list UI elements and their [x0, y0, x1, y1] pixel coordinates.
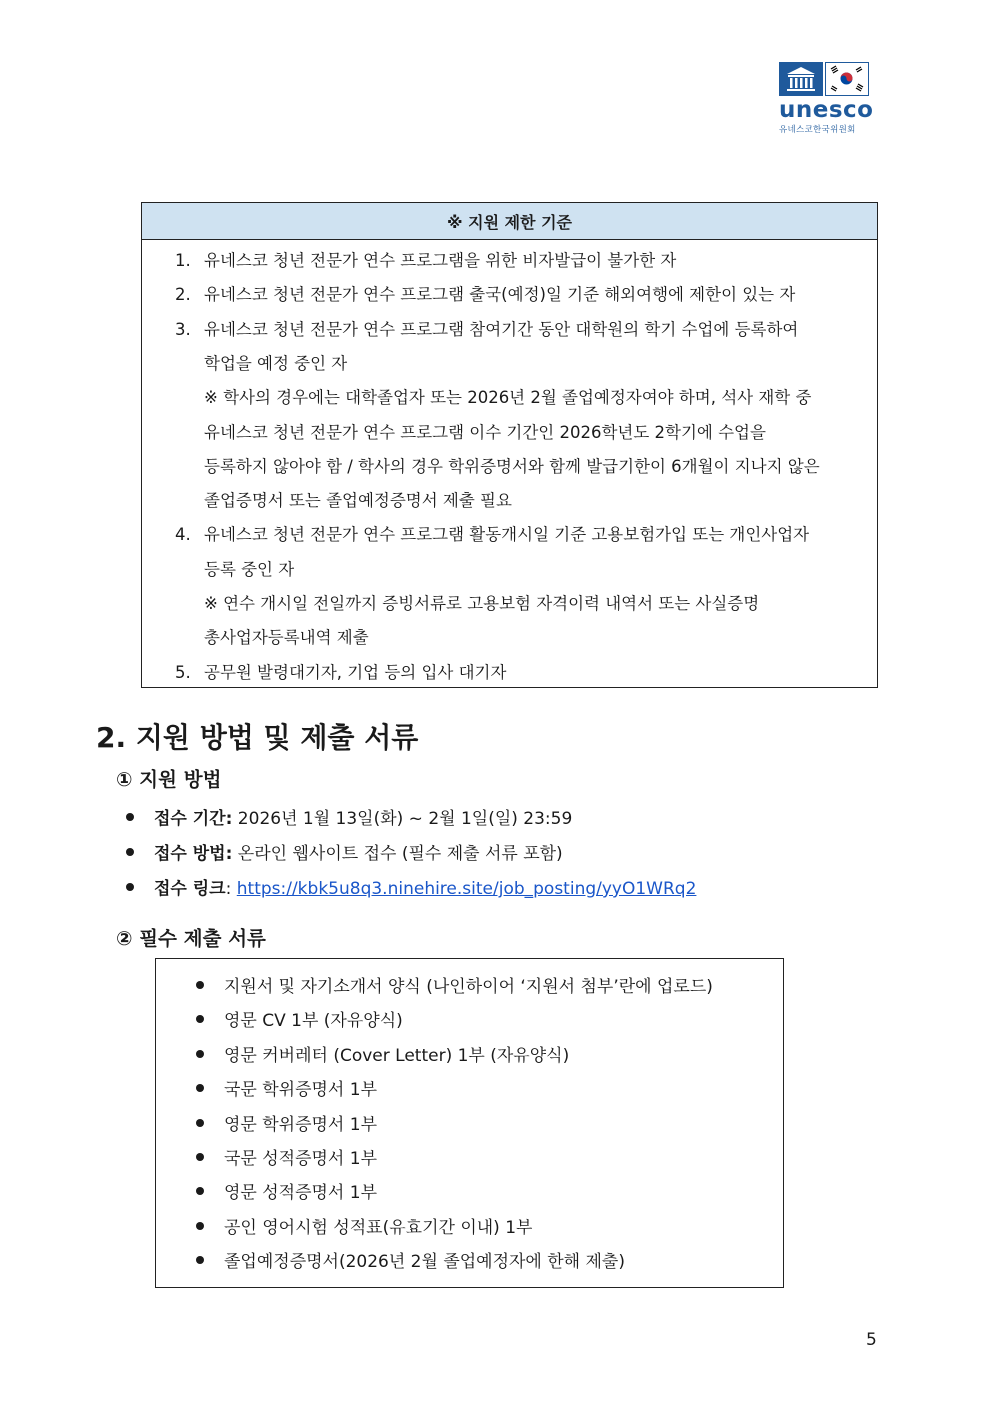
bullet-icon — [196, 1153, 204, 1161]
bullet-icon — [196, 1187, 204, 1195]
korean-flag-icon — [825, 62, 869, 96]
logo-subtitle: 유네스코한국위원회 — [779, 125, 856, 135]
restriction-line-text: 유네스코 청년 전문가 연수 프로그램 활동개시일 기준 고용보험가입 또는 개인사업자 — [204, 525, 810, 545]
bullet-icon — [126, 813, 134, 821]
bullet-icon — [196, 1222, 204, 1230]
method-item-label: 접수 링크 — [154, 879, 226, 899]
document-item-text: 영문 성적증명서 1부 — [224, 1183, 377, 1204]
bullet-icon — [196, 981, 204, 989]
restriction-line-text: 졸업증명서 또는 졸업예정증명서 제출 필요 — [204, 491, 512, 511]
document-item-text: 졸업예정증명서(2026년 2월 졸업예정자에 한해 제출) — [224, 1252, 625, 1273]
document-item — [196, 1251, 625, 1273]
section-title: 2. 지원 방법 및 제출 서류 — [96, 721, 419, 754]
restriction-line-text: 유네스코 청년 전문가 연수 프로그램을 위한 비자발급이 불가한 자 — [204, 251, 677, 270]
bullet-icon — [196, 1015, 204, 1023]
document-item — [196, 1045, 569, 1067]
method-subtitle: ① 지원 방법 — [116, 768, 222, 791]
bullet-icon — [196, 1256, 204, 1264]
restriction-line-number: 3. — [175, 319, 191, 339]
restriction-line-text: 유네스코 청년 전문가 연수 프로그램 참여기간 동안 대학원의 학기 수업에 등록하여 — [204, 319, 799, 339]
restriction-line-text: 공무원 발령대기자, 기업 등의 입사 대기자 — [204, 662, 507, 682]
restriction-line-number: 2. — [175, 285, 191, 305]
bullet-icon — [196, 1119, 204, 1127]
document-item-text: 지원서 및 자기소개서 양식 (나인하이어 ‘지원서 첨부’란에 업로드) — [224, 977, 713, 997]
method-item-label: 접수 기간: — [154, 809, 233, 829]
method-item-link — [126, 878, 696, 900]
restriction-criteria-box — [141, 202, 878, 688]
documents-subtitle: ② 필수 제출 서류 — [116, 927, 266, 950]
document-item-text: 국문 성적증명서 1부 — [224, 1149, 377, 1169]
restriction-header: ※ 지원 제한 기준 — [142, 203, 877, 240]
document-item-text: 영문 학위증명서 1부 — [224, 1114, 377, 1135]
restriction-line-number: 4. — [175, 525, 191, 545]
temple-icon — [779, 62, 823, 96]
restriction-line-text: 유네스코 청년 전문가 연수 프로그램 출국(예정)일 기준 해외여행에 제한이 있는 자 — [204, 285, 796, 305]
unesco-logo — [779, 62, 879, 135]
bullet-icon — [126, 848, 134, 856]
method-item-period — [126, 808, 572, 830]
document-item — [196, 1148, 377, 1170]
bullet-icon — [196, 1084, 204, 1092]
restriction-line-text: 등록하지 않아야 함 / 학사의 경우 학위증명서와 함께 발급기한이 6개월이 지나지 않은 — [204, 456, 820, 476]
restriction-line-text: 등록 중인 자 — [204, 559, 295, 579]
logo-wordmark: unesco — [779, 97, 874, 123]
method-item-value: : — [225, 879, 237, 899]
document-item — [196, 1079, 377, 1101]
method-item-method — [126, 843, 563, 865]
application-link[interactable]: https://kbk5u8q3.ninehire.site/job_posting/yyO1WRq2 — [236, 879, 697, 899]
document-item — [196, 1010, 403, 1032]
document-item — [196, 1114, 377, 1136]
document-item-text: 영문 CV 1부 (자유양식) — [224, 1011, 403, 1032]
page-number: 5 — [866, 1330, 877, 1350]
restriction-line-text: 유네스코 청년 전문가 연수 프로그램 이수 기간인 2026학년도 2학기에 수업을 — [204, 422, 766, 442]
document-item — [196, 976, 713, 998]
document-item — [196, 1217, 532, 1239]
method-item-value: 온라인 웹사이트 접수 (필수 제출 서류 포함) — [232, 844, 563, 864]
restriction-line-text: 총사업자등록내역 제출 — [204, 628, 369, 648]
bullet-icon — [126, 883, 134, 891]
document-item-text: 공인 영어시험 성적표(유효기간 이내) 1부 — [224, 1217, 533, 1238]
restriction-line-text: ※ 학사의 경우에는 대학졸업자 또는 2026년 2월 졸업예정자여야 하며, 석사 재학 중 — [204, 388, 812, 408]
document-item-text: 영문 커버레터 (Cover Letter) 1부 (자유양식) — [224, 1045, 570, 1066]
restriction-line-number: 5. — [175, 662, 191, 682]
document-item — [196, 1182, 377, 1204]
restriction-line-text: ※ 연수 개시일 전일까지 증빙서류로 고용보험 자격이력 내역서 또는 사실증명 — [204, 594, 760, 613]
method-item-label: 접수 방법: — [154, 844, 233, 864]
required-documents-box — [155, 958, 784, 1288]
restriction-line-number: 1. — [175, 251, 191, 270]
method-item-value: 2026년 1월 13일(화) ~ 2월 1일(일) 23:59 — [232, 809, 573, 829]
restriction-line-text: 학업을 예정 중인 자 — [204, 353, 348, 373]
document-item-text: 국문 학위증명서 1부 — [224, 1080, 377, 1101]
bullet-icon — [196, 1050, 204, 1058]
